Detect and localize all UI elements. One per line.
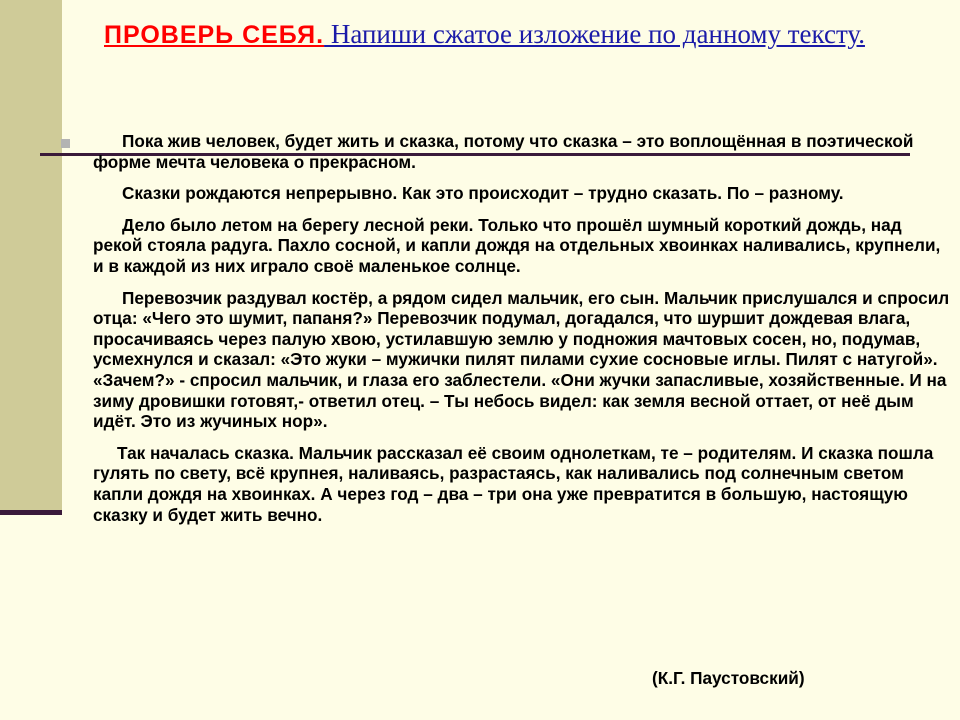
paragraph-2: Сказки рождаются непрерывно. Как это происходит – трудно сказать. По – разному. [122,183,844,204]
story-text [93,131,951,536]
paragraph-5: Так началась сказка. Мальчик рассказал её своим однолеткам, те – родителям. И сказка пошла гулять по свету, всё крупнея, наливаясь, разрастаясь, как наливались под солнечным светом капли дождя на хвоинках. А через год – два – три она уже превратится в большую, настоящую сказку и будет жить вечно. [93,442,934,525]
paragraph-4: Перевозчик раздувал костёр, а рядом сидел мальчик, его сын. Мальчик прислушался и спросил отца: «Чего это шумит, папаня?» Перевозчик подумал, догадался, что шуршит дождевая влага, просачиваясь через палую хвою, устилавшую землю у подножия мачтовых сосен, но, подумав, усмехнулся и сказал: «Это жуки – мужички пилят пилами сухие сосновые иглы. Пилят с натугой». «Зачем?» - спросил мальчик, и глаза его заблестели. «Они жучки запасливые, хозяйственные. И на зиму дровишки готовят,- ответил отец. – Ты небось видел: как земля весной оттает, от неё дым идёт. Это из жучиных нор». [93,287,950,432]
sidebar-divider [0,510,62,515]
square-bullet-icon [61,139,70,148]
decorative-sidebar [0,0,62,514]
title-task: Напиши сжатое изложение по данному тексту. [324,19,865,49]
title-prefix: ПРОВЕРЬ СЕБЯ. [104,21,325,49]
paragraph-3: Дело было летом на берегу лесной реки. Только что прошёл шумный короткий дождь, над рекой стояла радуга. Пахло сосной, и капли дождя на отдельных хвоинках наливались, крупнели, и в каждой из них играло своё маленькое солнце. [93,214,941,276]
slide-title [104,14,904,55]
paragraph-1: Пока жив человек, будет жить и сказка, потому что сказка – это воплощённая в поэтической форме мечта человека о прекрасном. [93,131,914,172]
author-attribution: (К.Г. Паустовский) [652,668,805,688]
